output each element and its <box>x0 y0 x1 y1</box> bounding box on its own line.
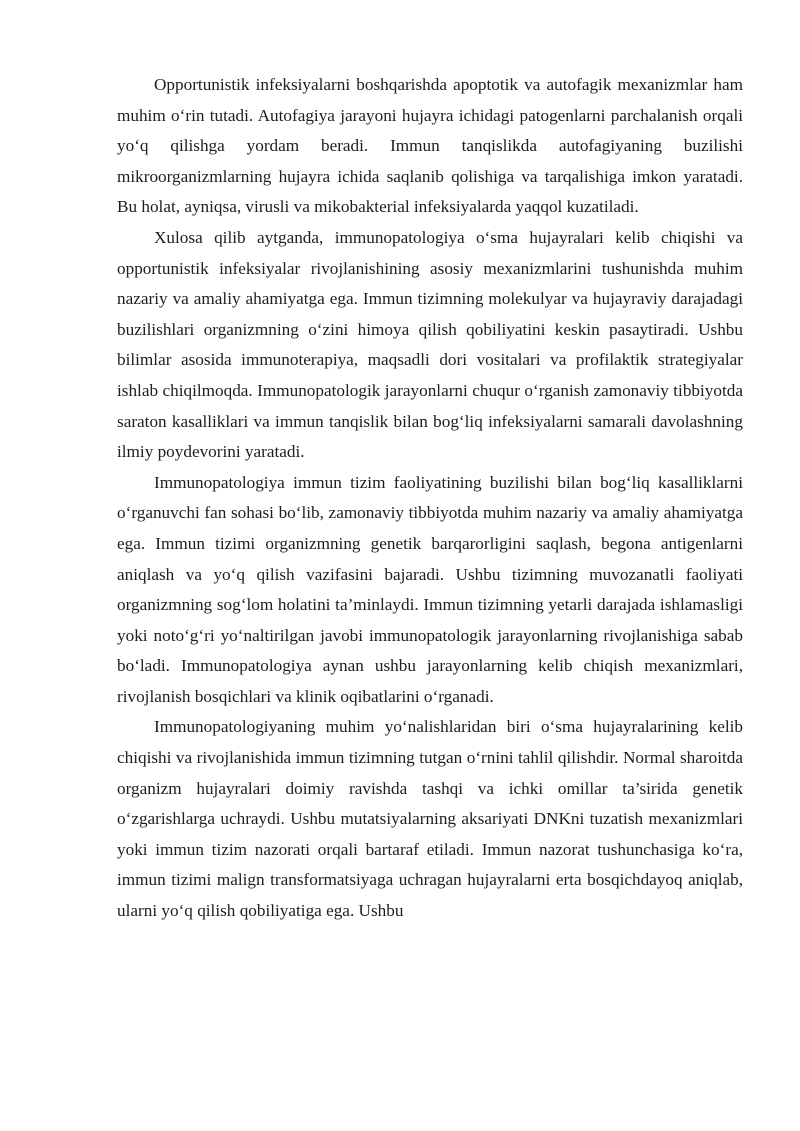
document-page <box>117 70 743 927</box>
paragraph-immunopathology-intro: Immunopatologiya immun tizim faoliyatining buzilishi bilan bog‘liq kasalliklarni o‘rganuvchi fan sohasi bo‘lib, zamonaviy tibbiyotda muhim nazariy va amaliy ahamiyatga ega. Immun tizimi organizmning genetik barqarorligini saqlash, begona antigenlarni aniqlash va yo‘q qilish vazifasini bajaradi. Ushbu tizimning muvozanatli faoliyati organizmning sog‘lom holatini ta’minlaydi. Immun tizimning yetarli darajada ishlamasligi yoki noto‘g‘ri yo‘naltirilgan javobi immunopatologik jarayonlarning rivojlanishiga sabab bo‘ladi. Immunopatologiya aynan ushbu jarayonlarning kelib chiqish mexanizmlari, rivojlanish bosqichlari va klinik oqibatlarini o‘rganadi. <box>117 472 743 706</box>
paragraph-conclusion: Xulosa qilib aytganda, immunopatologiya o‘sma hujayralari kelib chiqishi va opportunistik infeksiyalar rivojlanishining asosiy mexanizmlarini tushunishda muhim nazariy va amaliy ahamiyatga ega. Immun tizimning molekulyar va hujayraviy darajadagi buzilishlari organizmning o‘zini himoya qilish qobiliyatini keskin pasaytiradi. Ushbu bilimlar asosida immunoterapiya, maqsadli dori vositalari va profilaktik strategiyalar ishlab chiqilmoqda. Immunopatologik jarayonlarni chuqur o‘rganish zamonaviy tibbiyotda saraton kasalliklari va immun tanqislik bilan bog‘liq infeksiyalarni samarali davolashning ilmiy poydevorini yaratadi. <box>117 227 743 462</box>
paragraph-tumor-cells: Immunopatologiyaning muhim yo‘nalishlaridan biri o‘sma hujayralarining kelib chiqishi va rivojlanishida immun tizimning tutgan o‘rnini tahlil qilishdir. Normal sharoitda organizm hujayralari doimiy ravishda tashqi va ichki omillar ta’sirida genetik o‘zgarishlarga uchraydi. Ushbu mutatsiyalarning aksariyati DNKni tuzatish mexanizmlari yoki immun tizim nazorati orqali bartaraf etiladi. Immun nazorat tushunchasiga ko‘ra, immun tizimi malign transformatsiyaga uchragan hujayralarni erta bosqichdayoq aniqlab, ularni yo‘q qilish qobiliyatiga ega. Ushbu <box>117 717 743 921</box>
paragraph-autophagy: Opportunistik infeksiyalarni boshqarishda apoptotik va autofagik mexanizmlar ham muhim o‘rin tutadi. Autofagiya jarayoni hujayra ichidagi patogenlarni parchalanish orqali yo‘q qilishga yordam beradi. Immun tanqislikda autofagiyaning buzilishi mikroorganizmlarning hujayra ichida saqlanib qolishiga va tarqalishiga imkon yaratadi. Bu holat, ayniqsa, virusli va mikobakterial infeksiyalarda yaqqol kuzatiladi. <box>117 75 743 217</box>
